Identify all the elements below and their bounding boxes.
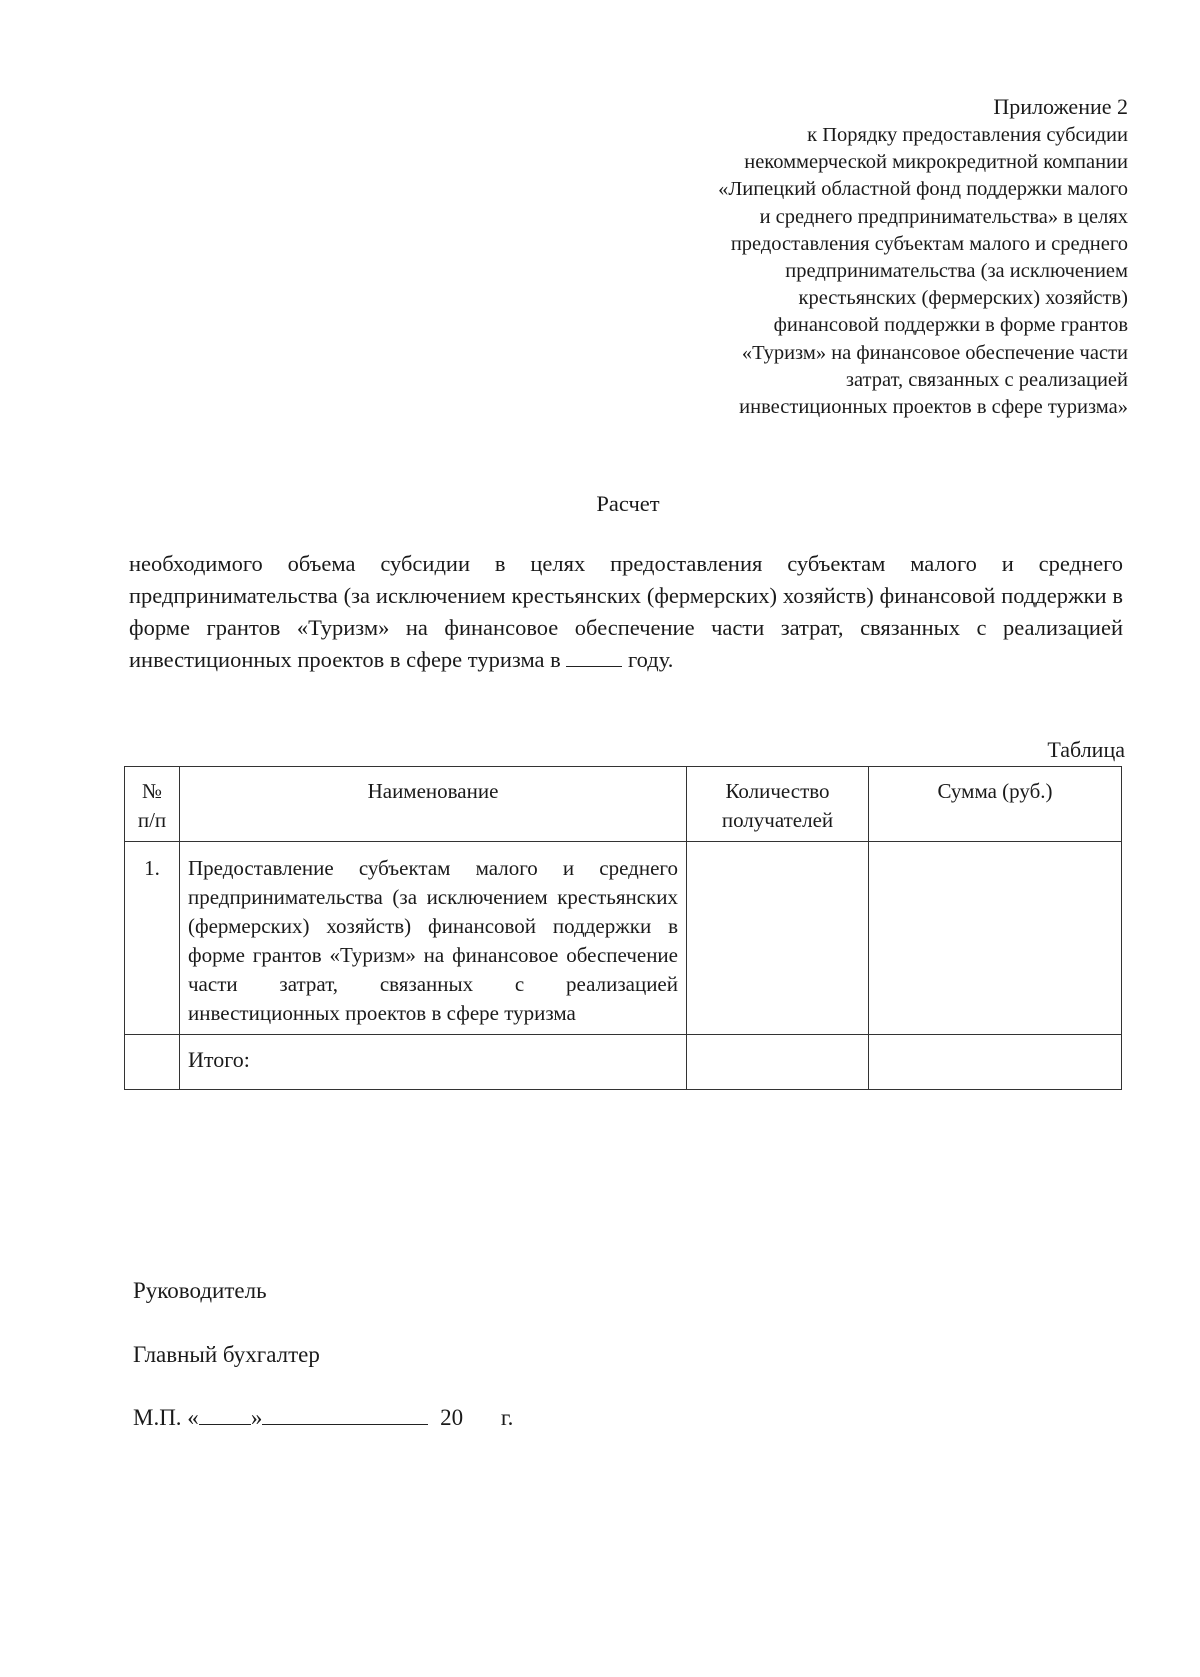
appendix-line: инвестиционных проектов в сфере туризма» xyxy=(739,396,1128,419)
total-label: Итого: xyxy=(180,1035,687,1090)
calculation-text-end: году. xyxy=(628,647,674,672)
stamp-prefix: М.П. « xyxy=(133,1405,199,1430)
year-prefix: 20 xyxy=(440,1405,464,1430)
calculation-table xyxy=(124,766,1122,1090)
calculation-description xyxy=(129,548,1123,676)
appendix-line: крестьянских (фермерских) хозяйств) xyxy=(798,287,1128,310)
calculation-title: Расчет xyxy=(596,491,660,516)
header-num: № п/п xyxy=(125,767,180,842)
calculation-text: необходимого объема субсидии в целях предоставления субъектам малого и среднего предпринимательства (за исключением крестьянских (фермерских) хозяйств) финансовой поддержки в форме грантов «Туризм» на финансовое обеспечение части затрат, связанных с реализацией инвестиционных проектов в сфере туризма в xyxy=(129,551,1123,672)
appendix-line: и среднего предпринимательства» в целях xyxy=(759,205,1128,228)
appendix-header xyxy=(608,92,1128,421)
total-row xyxy=(125,1035,1122,1090)
appendix-line: финансовой поддержки в форме грантов xyxy=(773,314,1128,337)
table-caption: Таблица xyxy=(1047,737,1125,762)
row-count-cell[interactable] xyxy=(687,842,869,1035)
total-num-cell xyxy=(125,1035,180,1090)
accountant-signature-label: Главный бухгалтер xyxy=(133,1342,320,1367)
head-signature-label: Руководитель xyxy=(133,1278,267,1303)
stamp-date-line xyxy=(133,1402,513,1433)
stamp-mid: » xyxy=(250,1405,263,1430)
month-blank-field[interactable] xyxy=(262,1402,428,1425)
row-name: Предоставление субъектам малого и среднего предпринимательства (за исключением крестьянских (фермерских) хозяйств) финансовой поддержки в форме грантов «Туризм» на финансовое обеспечение части затрат, связанных с реализацией инвестиционных проектов в сфере туризма xyxy=(180,842,687,1035)
table-row xyxy=(125,842,1122,1035)
total-sum-cell[interactable] xyxy=(869,1035,1122,1090)
header-name: Наименование xyxy=(180,767,687,842)
appendix-title: Приложение 2 xyxy=(993,94,1128,119)
appendix-line: «Туризм» на финансовое обеспечение части xyxy=(741,341,1128,364)
header-count: Количество получателей xyxy=(687,767,869,842)
year-suffix: г. xyxy=(500,1405,514,1430)
day-blank-field[interactable] xyxy=(199,1402,251,1425)
total-count-cell[interactable] xyxy=(687,1035,869,1090)
row-sum-cell[interactable] xyxy=(869,842,1122,1035)
table-header-row xyxy=(125,767,1122,842)
appendix-line: «Липецкий областной фонд поддержки малого xyxy=(718,178,1128,201)
year-blank-field[interactable] xyxy=(566,644,622,667)
appendix-line: затрат, связанных с реализацией xyxy=(845,368,1128,391)
appendix-line: предпринимательства (за исключением xyxy=(785,260,1128,283)
appendix-line: некоммерческой микрокредитной компании xyxy=(744,151,1128,174)
appendix-line: к Порядку предоставления субсидии xyxy=(807,124,1128,146)
appendix-line: предоставления субъектам малого и среднего xyxy=(730,232,1128,255)
row-num: 1. xyxy=(125,842,180,1035)
header-sum: Сумма (руб.) xyxy=(869,767,1122,842)
